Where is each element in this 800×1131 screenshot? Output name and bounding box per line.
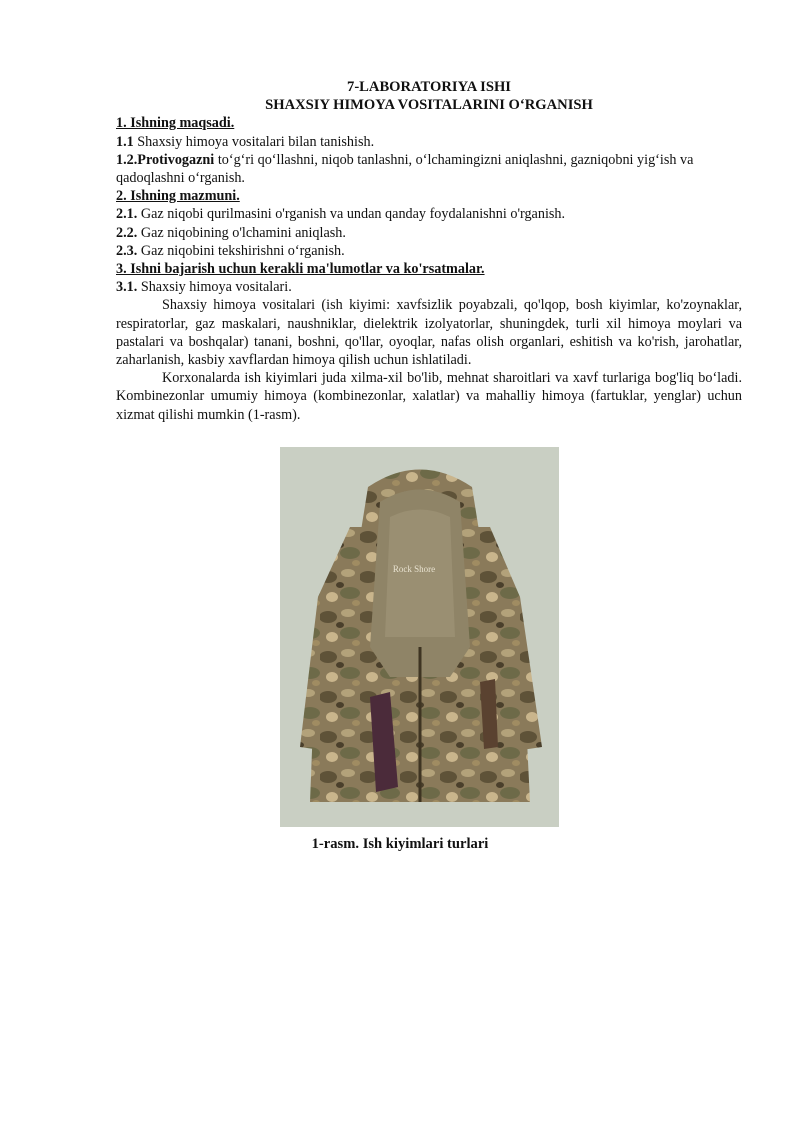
figure-caption: 1-rasm. Ish kiyimlari turlari <box>311 836 489 852</box>
item-2-3: 2.3. Gaz niqobini tekshirishni o‘rganish. <box>116 242 345 259</box>
section-2-heading: 2. Ishning mazmuni. <box>116 188 240 205</box>
item-1-2: 1.2.Protivogazni to‘g‘ri qo‘llashni, niqob tanlashni, o‘lchamingizni aniqlashni, gazniqobni yig‘ish va qadoqlashni o‘rganish. <box>116 151 694 187</box>
section-1-heading: 1. Ishning maqsadi. <box>116 115 235 132</box>
document-body <box>116 78 742 424</box>
jacket-illustration <box>280 447 559 827</box>
figure-jacket-image <box>280 447 559 827</box>
item-2-2: 2.2. Gaz niqobining o'lchamini aniqlash. <box>116 224 346 241</box>
document-title: 7-LABORATORIYA ISHI <box>347 79 511 95</box>
item-1-1: 1.1 Shaxsiy himoya vositalari bilan tanishish. <box>116 133 375 150</box>
document-subtitle: SHAXSIY HIMOYA VOSITALARINI O‘RGANISH <box>265 97 593 114</box>
jacket-label: Rock Shore <box>392 564 436 574</box>
paragraph-1: Shaxsiy himoya vositalari (ish kiyimi: xavfsizlik poyabzali, qo'lqop, bosh kiyimlar, ko'zoynaklar, respiratorlar, gaz maskalari, naushniklar, dielektrik izolyatorlar, shuningdek, turli xil himoya moylari va pastalari va boshqalar) tanani, boshni, qo'llar, oyoqlar, nafas olish organlari, eshitish va ko'rish, jarohatlar, zaharlanish, kasbiy xavflardan himoya qilish uchun ishlatiladi. <box>116 297 742 369</box>
item-2-1: 2.1. Gaz niqobi qurilmasini o'rganish va undan qanday foydalanishni o'rganish. <box>116 206 566 223</box>
item-3-1: 3.1. Shaxsiy himoya vositalari. <box>116 279 292 296</box>
paragraph-2: Korxonalarda ish kiyimlari juda xilma-xil bo'lib, mehnat sharoitlari va xavf turlariga bog'liq bo‘ladi. Kombinezonlar umumiy himoya (kombinezonlar, xalatlar) va mahalliy himoya (fartuklar, yenglar) uchun xizmat qilishi mumkin (1-rasm). <box>116 370 742 423</box>
section-3-heading: 3. Ishni bajarish uchun kerakli ma'lumotlar va ko'rsatmalar. <box>116 261 485 278</box>
